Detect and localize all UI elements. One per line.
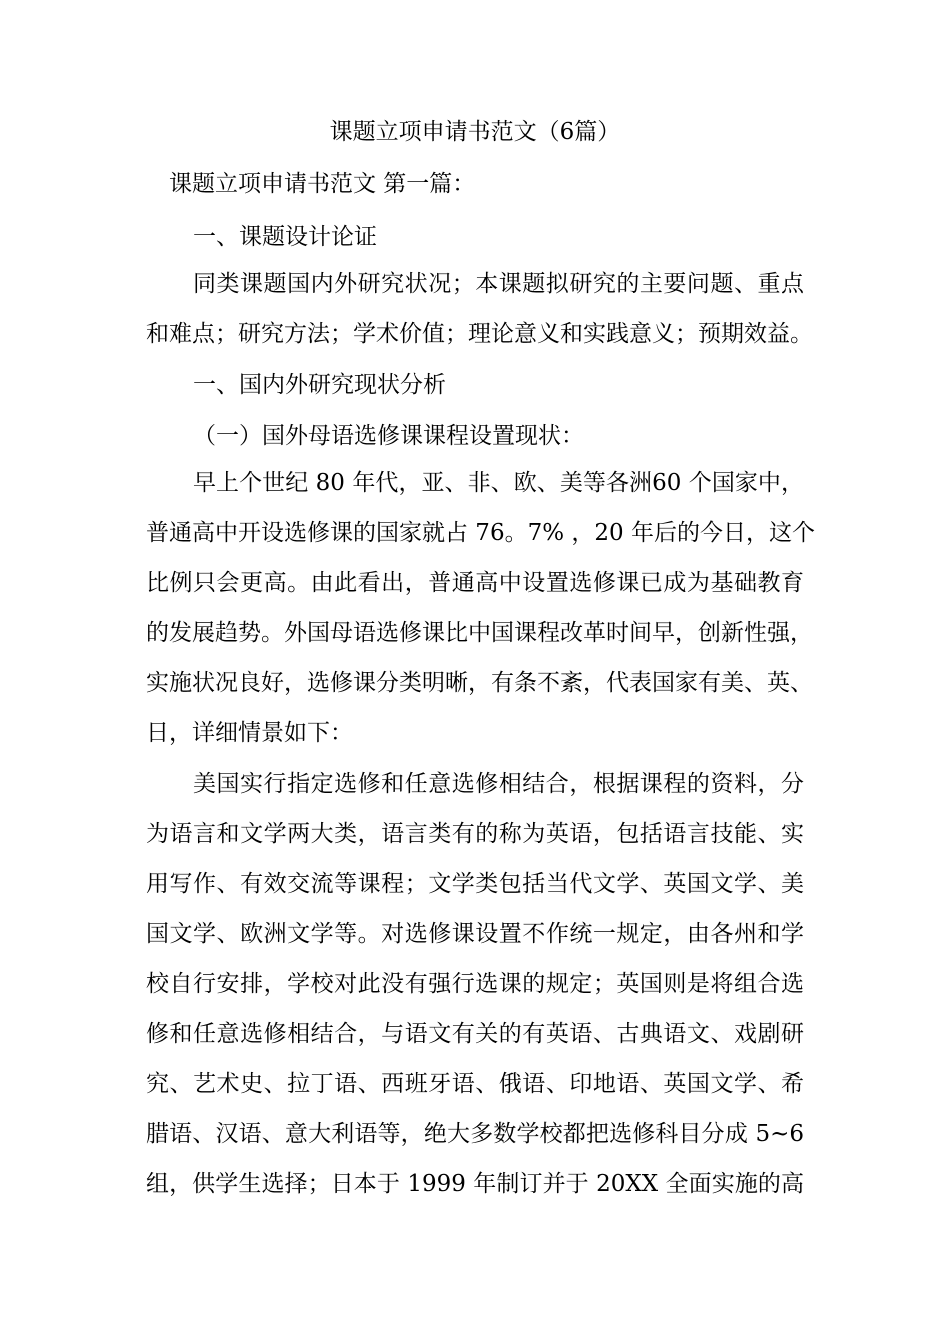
paragraph-line: 日，详细情景如下： — [146, 720, 353, 746]
subsection-heading: 一、国内外研究现状分析 — [193, 372, 446, 398]
paragraph-line: 美国实行指定选修和任意选修相结合，根据课程的资料，分 — [193, 771, 804, 797]
paragraph-line: 修和任意选修相结合，与语文有关的有英语、古典语文、戏剧研 — [146, 1021, 804, 1047]
paragraph-line: 早上个世纪 80 年代，亚、非、欧、美等各洲60 个国家中， — [193, 470, 804, 496]
paragraph-line: 究、艺术史、拉丁语、西班牙语、俄语、印地语、英国文学、希 — [146, 1071, 804, 1097]
paragraph-line: 组，供学生选择；日本于 1999 年制订并于 20XX 全面实施的高 — [146, 1171, 804, 1197]
document-title: 课题立项申请书范文（6篇） — [329, 119, 621, 145]
item-heading: （一）国外母语选修课课程设置现状： — [193, 423, 584, 449]
intro-line: 同类课题国内外研究状况；本课题拟研究的主要问题、重点 — [193, 271, 804, 297]
intro-line: 和难点；研究方法；学术价值；理论意义和实践意义；预期效益。 — [146, 321, 813, 347]
section-heading: 一、课题设计论证 — [193, 224, 377, 250]
paragraph-line: 的发展趋势。外国母语选修课比中国课程改革时间早，创新性强， — [146, 620, 813, 646]
document-subtitle: 课题立项申请书范文 第一篇： — [169, 171, 476, 197]
paragraph-line: 为语言和文学两大类，语言类有的称为英语，包括语言技能、实 — [146, 821, 804, 847]
paragraph-line: 比例只会更高。由此看出，普通高中设置选修课已成为基础教育 — [146, 570, 804, 596]
paragraph-line: 普通高中开设选修课的国家就占 76。7% ，20 年后的今日，这个 — [146, 520, 815, 546]
paragraph-line: 校自行安排，学校对此没有强行选课的规定；英国则是将组合选 — [146, 971, 804, 997]
paragraph-line: 实施状况良好，选修课分类明晰，有条不紊，代表国家有美、英、 — [146, 670, 813, 696]
paragraph-line: 腊语、汉语、意大利语等，绝大多数学校都把选修科目分成 5~6 — [146, 1121, 804, 1147]
paragraph-line: 国文学、欧洲文学等。对选修课设置不作统一规定，由各州和学 — [146, 921, 804, 947]
paragraph-line: 用写作、有效交流等课程；文学类包括当代文学、英国文学、美 — [146, 871, 804, 897]
